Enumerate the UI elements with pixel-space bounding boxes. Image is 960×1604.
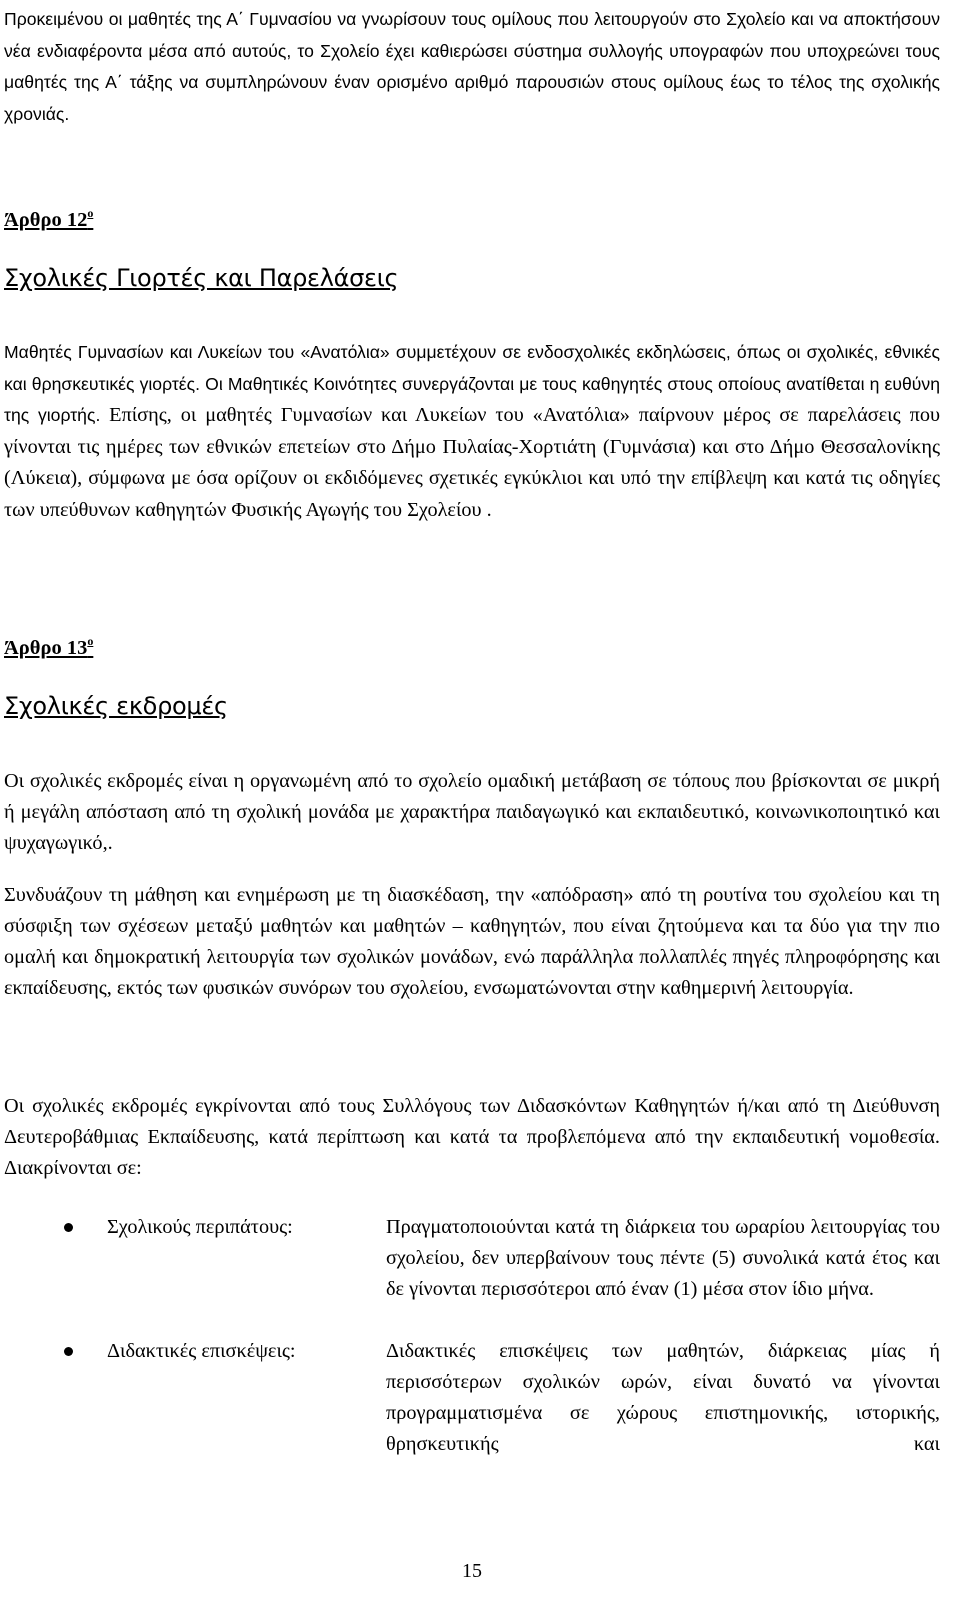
article-13-number-label: Άρθρο 13 (4, 637, 88, 659)
bullet-icon (64, 1223, 73, 1232)
article-12-paragraph-sans: Μαθητές Γυμνασίων και Λυκείων του «Ανατόλια» συμμετέχουν σε ενδοσχολικές εκδηλώσεις, όπως οι σχολικές, εθνικές και θρησκευτικές γιορτές. Οι Μαθητικές Κοινότητες συνεργάζονται με τους καθηγητές στους οποίους ανατίθεται η ευθύνη της γιορτής. (4, 342, 940, 425)
intro-paragraph: Προκειμένου οι μαθητές της Α΄ Γυμνασίου να γνωρίσουν τους ομίλους που λειτουργούν στο Σχολείο και να αποκτήσουν νέα ενδιαφέροντα μέσα από αυτούς, το Σχολείο έχει καθιερώσει σύστημα συλλογής υπογραφών που υποχρεώνει τους μαθητές της Α΄ τάξης να συμπληρώνουν έναν ορισμένο αριθμό παρουσιών στους ομίλους έως το τέλος της σχολικής χρονιάς. (4, 9, 940, 124)
article-13-superscript: ο (87, 634, 94, 648)
page-number: 15 (462, 1560, 482, 1582)
article-13-paragraph-1: Οι σχολικές εκδρομές είναι η οργανωμένη από το σχολείο ομαδική μετάβαση σε τόπους που βρίσκονται σε μικρή ή μεγάλη απόσταση από τη σχολική μονάδα με χαρακτήρα παιδαγωγικό και εκπαιδευτικό, κοινωνικοποιητικό και ψυχαγωγικό,. (4, 770, 940, 854)
article-12-superscript: ο (87, 206, 94, 220)
article-12-paragraph-serif: Επίσης, οι μαθητές Γυμνασίων και Λυκείων του «Ανατόλια» παίρνουν μέρος σε παρελάσεις που γίνονται τις ημέρες των εθνικών επετείων στο Δήμο Πυλαίας-Χορτιάτη (Γυμνάσια) και στο Δήμο Θεσσαλονίκης (Λύκεια), σύμφωνα με όσα ορίζουν οι εκδιδόμενες σχετικές εγκύκλιοι και υπό την επίβλεψη και κατά τις οδηγίες των υπεύθυνων καθηγητών Φυσικής Αγωγής του Σχολείου . (4, 404, 941, 521)
article-12-title: Σχολικές Γιορτές και Παρελάσεις (4, 264, 399, 292)
article-13-number (4, 634, 940, 660)
bullet-term: Σχολικούς περιπάτους: (107, 1216, 293, 1238)
bullet-icon (64, 1347, 73, 1356)
article-13-title: Σχολικές εκδρομές (4, 692, 228, 720)
bullet-term: Διδακτικές επισκέψεις: (107, 1340, 296, 1362)
article-13-paragraph-2: Συνδυάζουν τη μάθηση και ενημέρωση με τη διασκέδαση, την «απόδραση» από τη ρουτίνα του σχολείου και τη σύσφιξη των σχέσεων μεταξύ μαθητών και μαθητών – καθηγητών, που είναι ζητούμενα και τα δύο για την πιο ομαλή και δημοκρατική λειτουργία των σχολικών μονάδων, ενώ παράλληλα πολλαπλές πηγές πληροφόρησης και εκπαίδευσης, εκτός των φυσικών συνόρων του σχολείου, ενσωματώνονται στην καθημερινή λειτουργία. (4, 884, 940, 999)
article-12-number (4, 206, 940, 232)
bullet-description: Διδακτικές επισκέψεις των μαθητών, διάρκειας μίας ή περισσότερων σχολικών ωρών, είναι δυνατό να γίνονται προγραμματισμένα σε χώρους επιστημονικής, ιστορικής, θρησκευτικής και (386, 1340, 940, 1455)
bullet-description: Πραγματοποιούνται κατά τη διάρκεια του ωραρίου λειτουργίας του σχολείου, δεν υπερβαίνουν τους πέντε (5) συνολικά κατά έτος και δε γίνονται περισσότεροι από έναν (1) μέσα στον ίδιο μήνα. (386, 1216, 940, 1300)
article-12-paragraph-intro (4, 337, 940, 526)
article-12-number-label: Άρθρο 12 (4, 209, 88, 231)
article-13-paragraph-3: Οι σχολικές εκδρομές εγκρίνονται από τους Συλλόγους των Διδασκόντων Καθηγητών ή/και από τη Διεύθυνση Δευτεροβάθμιας Εκπαίδευσης, κατά περίπτωση και κατά τα προβλεπόμενα από την εκπαιδευτική νομοθεσία. Διακρίνονται σε: (4, 1095, 940, 1179)
